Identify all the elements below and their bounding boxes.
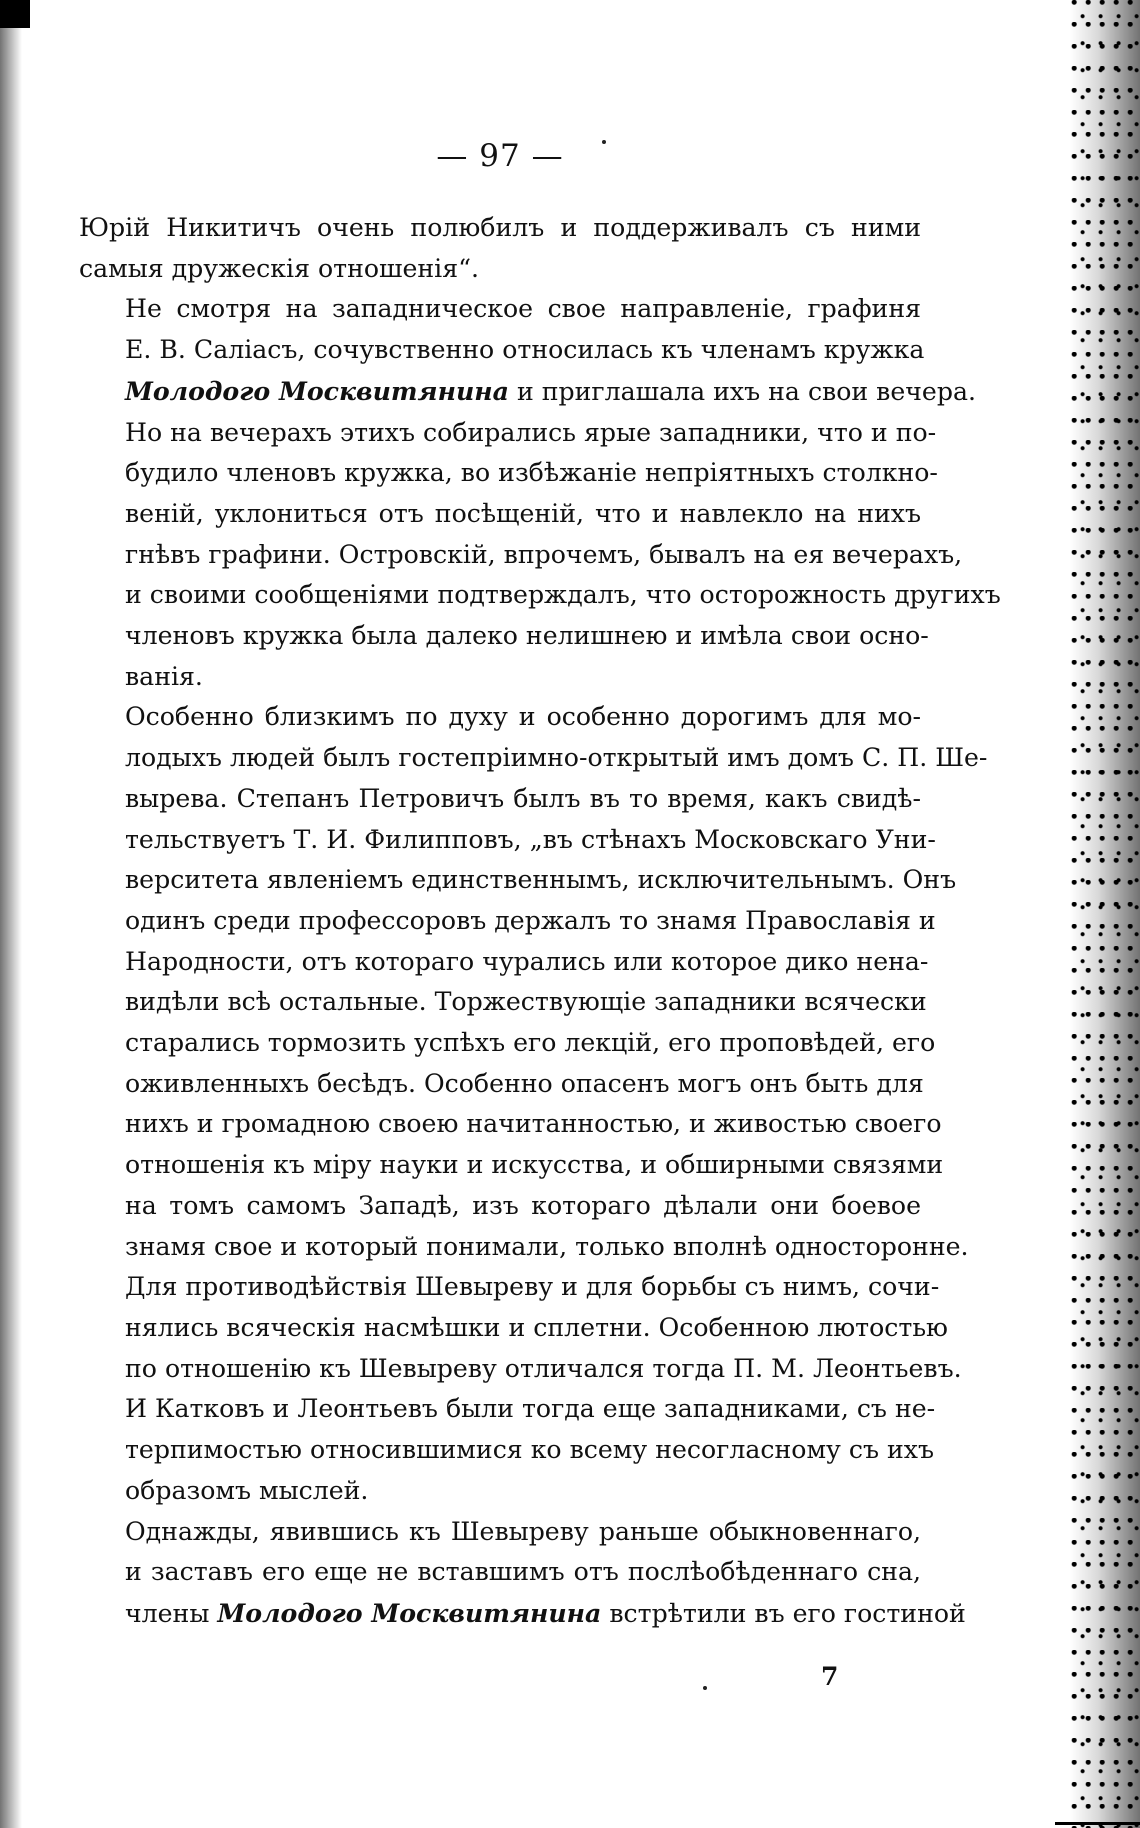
text-line: Но на вечерахъ этихъ собирались ярые западники, что и по- xyxy=(125,417,937,447)
scan-speck xyxy=(703,1686,707,1690)
text-line: членовъ кружка была далеко нелишнею и имѣла свои осно- xyxy=(125,621,929,651)
signature-mark: 7 xyxy=(821,1662,839,1691)
paragraph xyxy=(79,697,988,1511)
text-line: И Катковъ и Леонтьевъ были тогда еще западниками, съ не- xyxy=(125,1394,936,1424)
text-line: и заставъ его еще не вставшимъ отъ послѣобѣденнаго сна, xyxy=(125,1557,921,1587)
text-line: Для противодѣйствія Шевыреву и для борьбы съ нимъ, сочи- xyxy=(125,1272,940,1302)
text-line: старались тормозить успѣхъ его лекцій, его проповѣдей, его xyxy=(125,1028,936,1058)
text-line: ванія. xyxy=(125,661,203,691)
text-line: и своими сообщеніями подтверждалъ, что осторожность другихъ xyxy=(125,580,1001,610)
text-line: Однажды, явившись къ Шевыреву раньше обыкновеннаго, xyxy=(125,1516,921,1546)
page-text-body xyxy=(79,208,1001,1635)
page-number-header: — 97 — xyxy=(436,138,564,174)
paragraph xyxy=(79,1512,966,1635)
text-line: Молодого Москвитянина и приглашала ихъ на свои вечера. xyxy=(125,375,976,406)
text-line: отношенія къ міру науки и искусства, и обширными связями xyxy=(125,1150,944,1180)
text-line: Е. В. Саліасъ, сочувственно относилась къ членамъ кружка xyxy=(125,335,925,365)
scan-bottom-rule xyxy=(1055,1822,1140,1825)
text-line: будило членовъ кружка, во избѣжаніе непріятныхъ столкно- xyxy=(125,458,938,488)
italic-title: Молодого Москвитянина xyxy=(217,1597,602,1628)
text-line: знамя свое и который понимали, только вполнѣ односторонне. xyxy=(125,1231,969,1261)
text-line: терпимостью относившимися ко всему несогласному съ ихъ xyxy=(125,1435,935,1465)
text-line: Особенно близкимъ по духу и особенно дорогимъ для мо- xyxy=(125,702,921,732)
text-line: верситета явленіемъ единственнымъ, исключительнымъ. Онъ xyxy=(125,865,957,895)
text-line: на томъ самомъ Западѣ, изъ котораго дѣлали они боевое xyxy=(125,1190,921,1220)
text-line: лодыхъ людей былъ гостепріимно-открытый имъ домъ С. П. Ше- xyxy=(125,743,988,773)
text-line: оживленныхъ бесѣдъ. Особенно опасенъ могъ онъ быть для xyxy=(125,1068,924,1098)
scan-speck xyxy=(602,140,606,144)
text-line: нялись всяческія насмѣшки и сплетни. Особенною лютостью xyxy=(125,1312,948,1342)
paragraph xyxy=(79,289,1001,697)
scan-corner-mark xyxy=(0,0,30,28)
text-line: видѣли всѣ остальные. Торжествующіе западники всячески xyxy=(125,987,927,1017)
text-line: образомъ мыслей. xyxy=(125,1475,369,1505)
italic-title: Молодого Москвитянина xyxy=(125,375,509,406)
scan-shadow-left xyxy=(0,0,22,1828)
text-line: нихъ и громадною своею начитанностью, и живостью своего xyxy=(125,1109,942,1139)
text-line: одинъ среди профессоровъ держалъ то знамя Православія и xyxy=(125,905,936,935)
text-line: гнѣвъ графини. Островскій, впрочемъ, бывалъ на ея вечерахъ, xyxy=(125,539,963,569)
text-line: вырева. Степанъ Петровичъ былъ въ то время, какъ свидѣ- xyxy=(125,783,921,813)
paragraph xyxy=(79,208,921,289)
text-line: тельствуетъ Т. И. Филипповъ, „въ стѣнахъ Московскаго Уни- xyxy=(125,824,936,854)
text-line: самыя дружескія отношенія“. xyxy=(79,253,479,283)
scan-edge-right xyxy=(1070,0,1140,1828)
text-line: Юрій Никитичъ очень полюбилъ и поддерживалъ съ ними xyxy=(79,213,921,242)
text-line: члены Молодого Москвитянина встрѣтили въ его гостиной xyxy=(125,1597,966,1628)
text-line: Народности, отъ котораго чурались или которое дико нена- xyxy=(125,946,929,976)
text-line: веній, уклониться отъ посѣщеній, что и навлекло на нихъ xyxy=(125,498,921,528)
text-line: Не смотря на западническое свое направленіе, графиня xyxy=(125,294,921,324)
text-line: по отношенію къ Шевыреву отличался тогда П. М. Леонтьевъ. xyxy=(125,1353,962,1383)
